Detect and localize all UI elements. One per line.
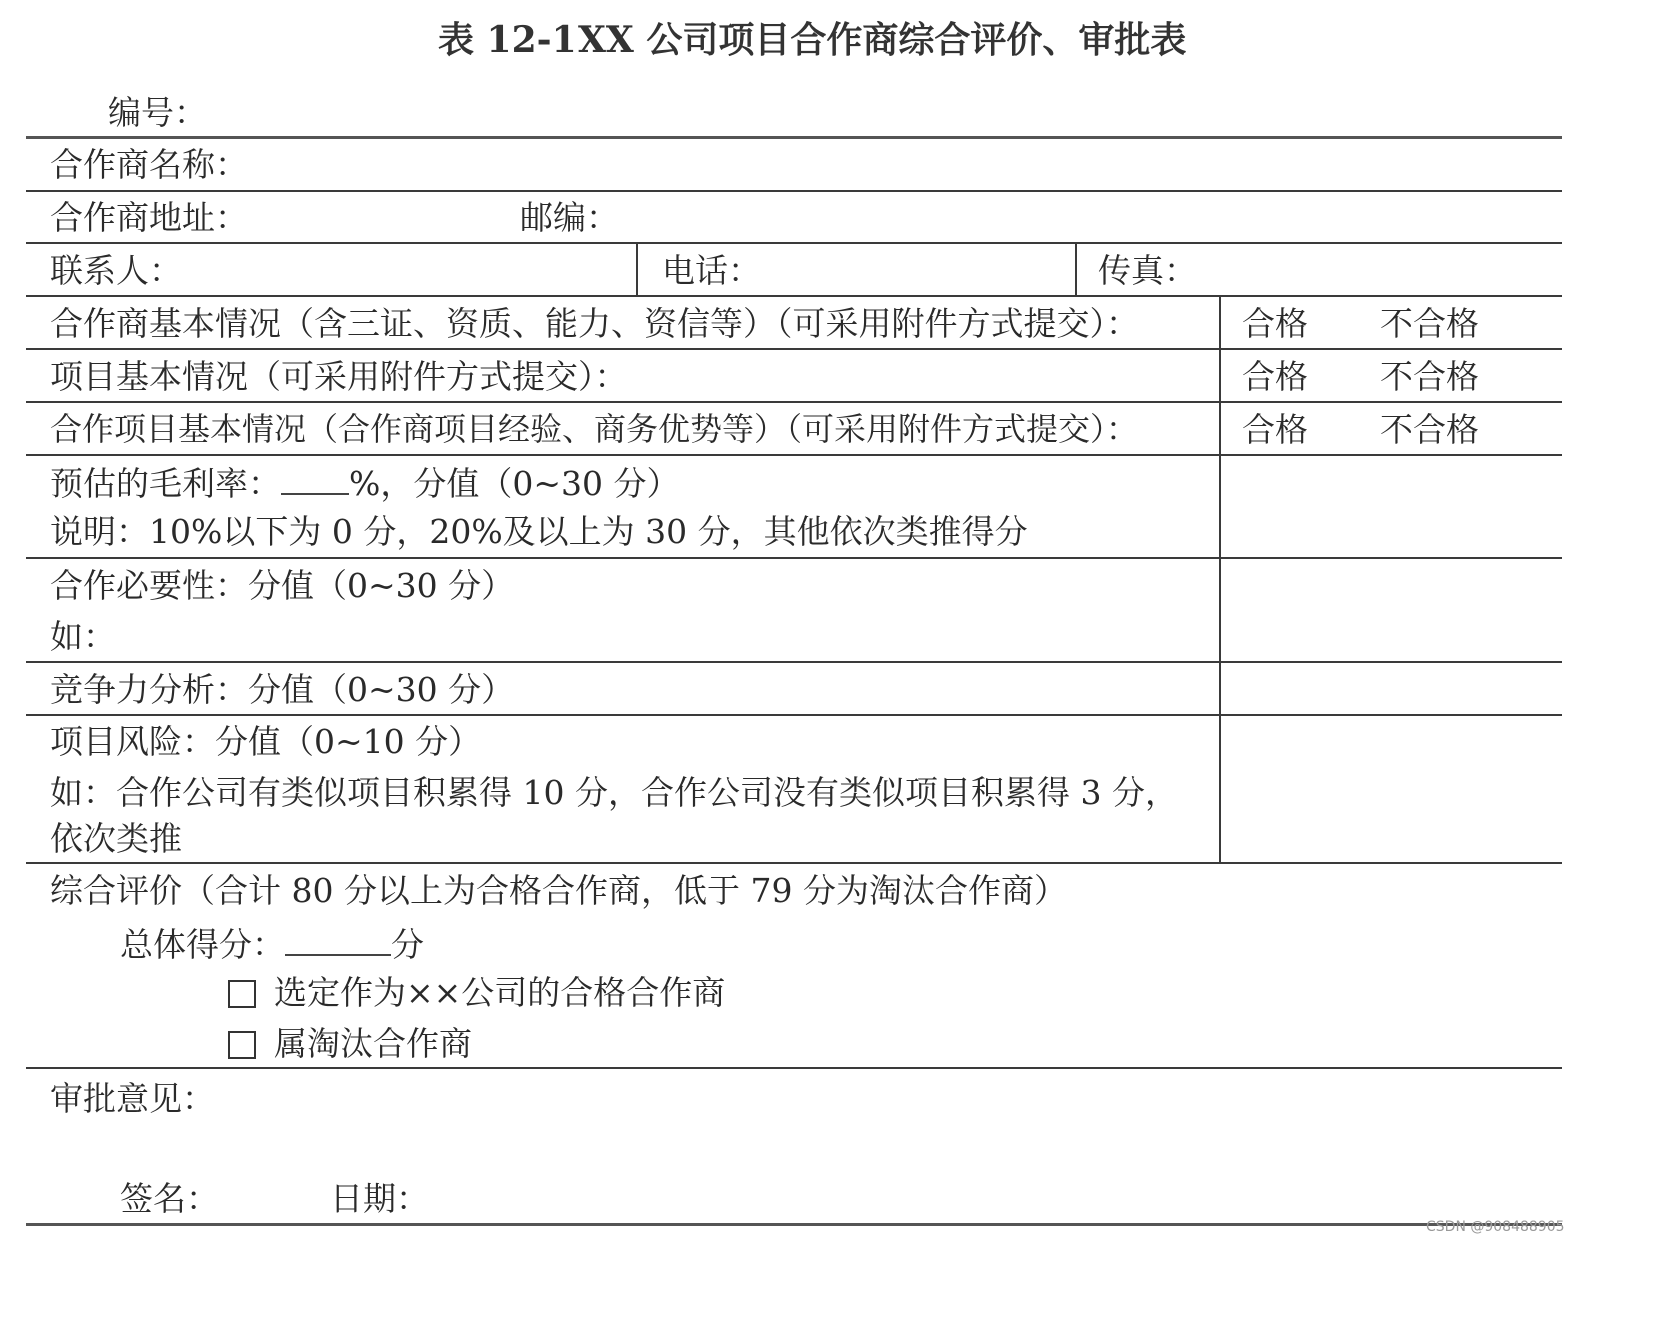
gross-margin-label: 预估的毛利率： — [50, 464, 281, 503]
gross-margin-score-range: %，分值（0~30 分） — [349, 464, 680, 503]
qualified-option: 合格 — [1242, 304, 1308, 343]
necessity-note: 如： — [50, 617, 116, 656]
partner-address-label: 合作商地址： — [50, 198, 248, 237]
rule — [26, 862, 1562, 864]
table-number: 表 12-1 — [438, 19, 577, 61]
divider-phone-fax — [1075, 242, 1077, 295]
rule — [26, 1067, 1562, 1069]
rule — [26, 454, 1562, 456]
rule — [26, 242, 1562, 244]
eliminated-partner-option: 属淘汰合作商 — [274, 1024, 472, 1063]
watermark: CSDN @908488905 — [1426, 1219, 1565, 1235]
partner-name-label: 合作商名称： — [50, 145, 248, 184]
gross-margin-blank[interactable] — [281, 465, 349, 495]
total-score-label: 总体得分： — [120, 925, 285, 964]
total-score-blank[interactable] — [285, 926, 391, 956]
risk-label: 项目风险：分值（0~10 分） — [50, 722, 482, 761]
unqualified-option: 不合格 — [1380, 357, 1479, 396]
selected-partner-checkbox[interactable] — [228, 980, 256, 1008]
rule — [26, 190, 1562, 192]
divider-contact-phone — [636, 242, 638, 295]
rule-top — [26, 136, 1562, 139]
qualified-option: 合格 — [1242, 357, 1308, 396]
necessity-label: 合作必要性：分值（0~30 分） — [50, 566, 515, 605]
unqualified-option: 不合格 — [1380, 410, 1479, 449]
cooperation-project-info-label: 合作项目基本情况（合作商项目经验、商务优势等）（可采用附件方式提交）： — [50, 410, 1139, 448]
eliminated-partner-checkbox[interactable] — [228, 1031, 256, 1059]
divider-score-column — [1219, 295, 1221, 862]
gross-margin-line — [50, 464, 680, 503]
rule-bottom — [26, 1223, 1562, 1226]
rule — [26, 348, 1562, 350]
fax-label: 传真： — [1098, 251, 1197, 290]
partner-basic-info-label: 合作商基本情况（含三证、资质、能力、资信等）（可采用附件方式提交）： — [50, 304, 1139, 343]
page-title: XX 公司项目合作商综合评价、审批表 — [578, 19, 1187, 61]
total-score-unit: 分 — [391, 925, 424, 964]
signature-label: 签名： — [120, 1179, 219, 1218]
competitiveness-label: 竞争力分析：分值（0~30 分） — [50, 670, 515, 709]
postcode-label: 邮编： — [520, 198, 619, 237]
rule — [26, 661, 1562, 663]
selected-partner-option: 选定作为××公司的合格合作商 — [274, 973, 726, 1012]
overall-evaluation-label: 综合评价（合计 80 分以上为合格合作商，低于 79 分为淘汰合作商） — [50, 871, 1067, 910]
risk-note: 如：合作公司有类似项目积累得 10 分，合作公司没有类似项目积累得 3 分， — [50, 773, 1178, 812]
risk-note-continued: 依次类推 — [50, 819, 182, 858]
number-label: 编号： — [108, 93, 207, 132]
qualified-option: 合格 — [1242, 410, 1308, 449]
rule — [26, 557, 1562, 559]
project-basic-info-label: 项目基本情况（可采用附件方式提交）： — [50, 357, 628, 396]
phone-label: 电话： — [662, 251, 761, 290]
approval-opinion-label: 审批意见： — [50, 1079, 215, 1118]
rule — [26, 714, 1562, 716]
gross-margin-note: 说明：10%以下为 0 分，20%及以上为 30 分，其他依次类推得分 — [50, 512, 1028, 551]
unqualified-option: 不合格 — [1380, 304, 1479, 343]
total-score-line — [120, 925, 424, 964]
rule — [26, 295, 1562, 297]
rule — [26, 401, 1562, 403]
contact-label: 联系人： — [50, 251, 182, 290]
date-label: 日期： — [330, 1179, 429, 1218]
